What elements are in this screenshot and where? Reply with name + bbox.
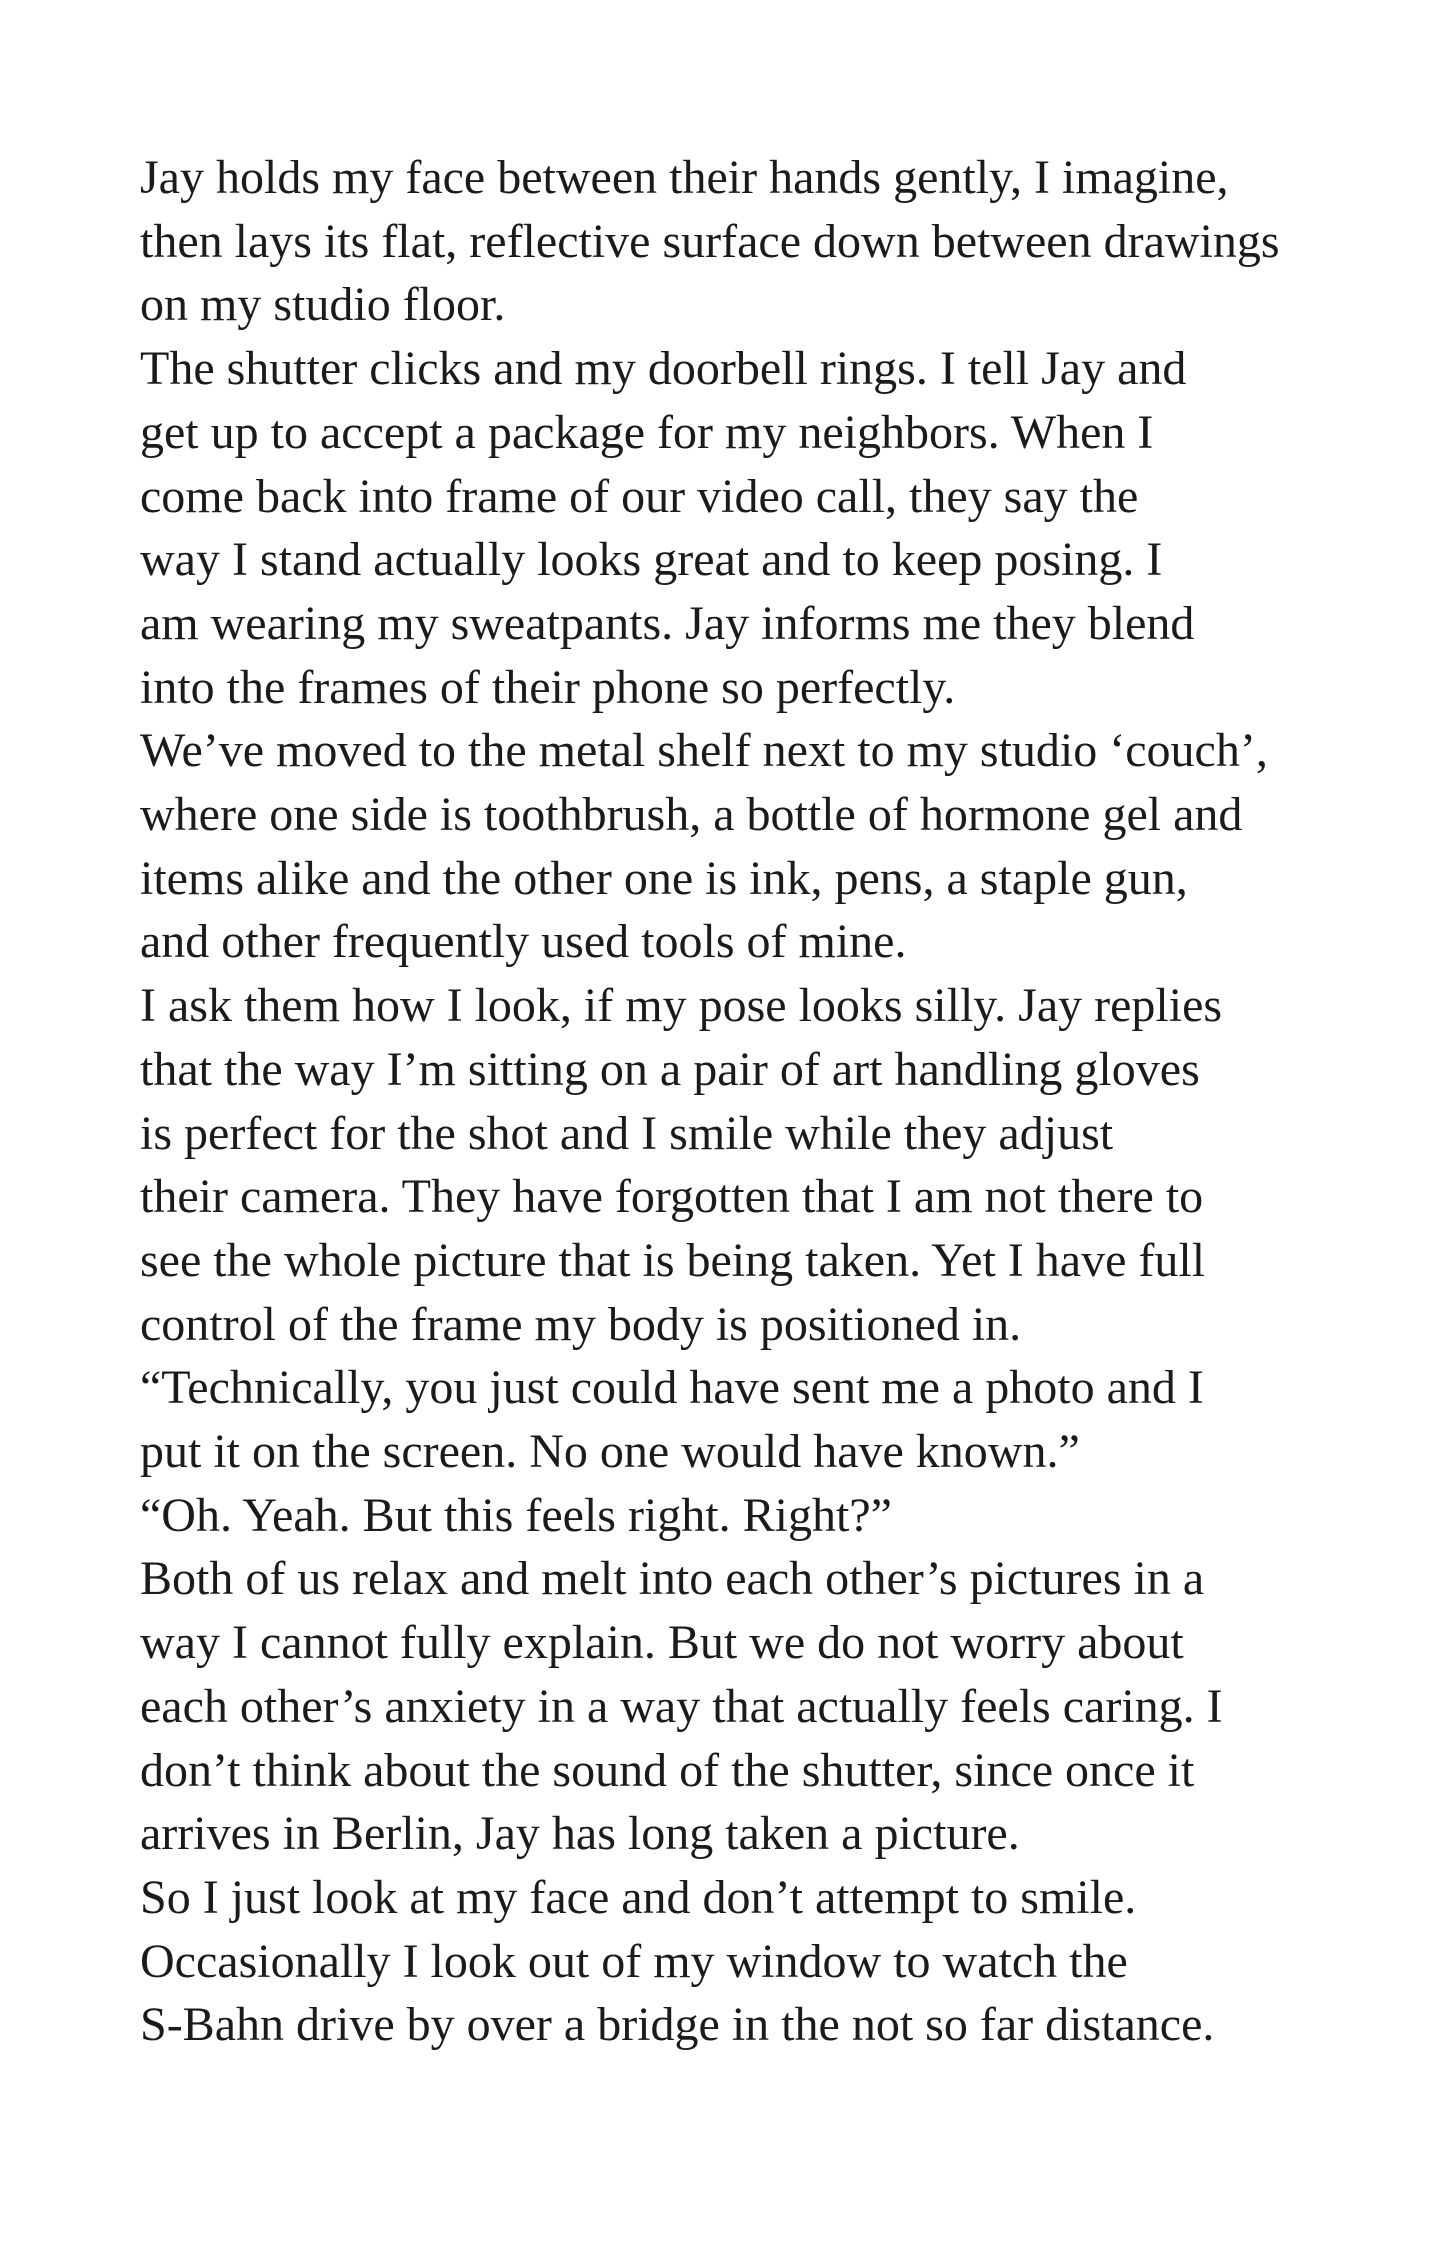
text-line: put it on the screen. No one would have known.” <box>140 1425 1080 1479</box>
text-line: and other frequently used tools of mine. <box>140 915 907 969</box>
text-line: items alike and the other one is ink, pens, a staple gun, <box>140 851 1188 905</box>
page-text-block <box>140 146 1340 2057</box>
text-line: where one side is toothbrush, a bottle of hormone gel and <box>140 788 1243 842</box>
text-line: see the whole picture that is being taken. Yet I have full <box>140 1233 1206 1287</box>
text-line: that the way I’m sitting on a pair of art handling gloves <box>140 1042 1200 1096</box>
text-line: So I just look at my face and don’t attempt to smile. <box>140 1870 1137 1924</box>
text-line: is perfect for the shot and I smile while they adjust <box>140 1106 1114 1160</box>
text-line: control of the frame my body is positioned in. <box>140 1297 1022 1351</box>
text-line: then lays its flat, reflective surface down between drawings <box>140 214 1280 268</box>
text-line: arrives in Berlin, Jay has long taken a picture. <box>140 1807 1020 1861</box>
text-line: come back into frame of our video call, they say the <box>140 469 1139 523</box>
text-line: “Oh. Yeah. But this feels right. Right?” <box>140 1488 892 1542</box>
text-line: each other’s anxiety in a way that actually feels caring. I <box>140 1679 1223 1733</box>
text-line: on my studio floor. <box>140 278 506 332</box>
text-line: way I cannot fully explain. But we do not worry about <box>140 1616 1184 1670</box>
text-line: I ask them how I look, if my pose looks silly. Jay replies <box>140 979 1223 1033</box>
text-line: don’t think about the sound of the shutter, since once it <box>140 1743 1195 1797</box>
text-line: “Technically, you just could have sent me a photo and I <box>140 1361 1204 1415</box>
text-line: We’ve moved to the metal shelf next to my studio ‘couch’, <box>140 724 1268 778</box>
text-line: way I stand actually looks great and to keep posing. I <box>140 533 1163 587</box>
text-line: Occasionally I look out of my window to watch the <box>140 1934 1128 1988</box>
text-line: am wearing my sweatpants. Jay informs me they blend <box>140 596 1195 650</box>
text-line: S-Bahn drive by over a bridge in the not so far distance. <box>140 1998 1215 2052</box>
text-line: their camera. They have forgotten that I am not there to <box>140 1170 1204 1224</box>
text-line: Both of us relax and melt into each other’s pictures in a <box>140 1552 1205 1606</box>
text-line: into the frames of their phone so perfectly. <box>140 660 956 714</box>
text-line: Jay holds my face between their hands gently, I imagine, <box>140 151 1229 204</box>
text-line: The shutter clicks and my doorbell rings. I tell Jay and <box>140 342 1187 396</box>
text-line: get up to accept a package for my neighbors. When I <box>140 405 1154 459</box>
